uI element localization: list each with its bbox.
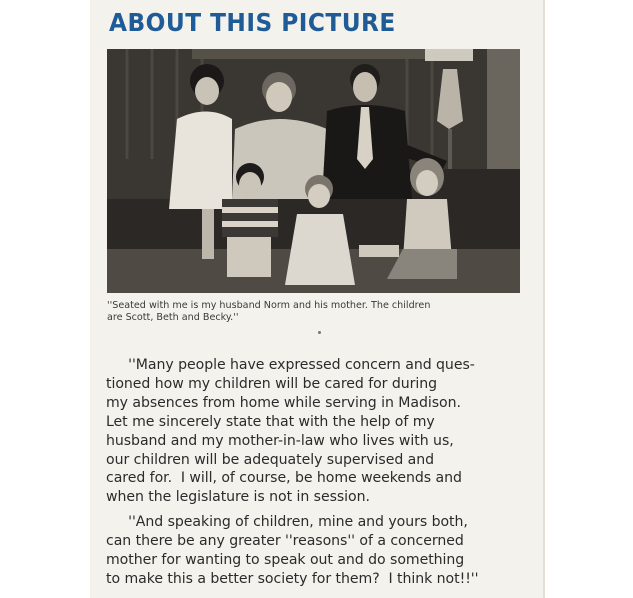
page-edge <box>543 0 545 598</box>
family-photo-illustration <box>107 49 520 293</box>
quote-paragraph-2: ''And speaking of children, mine and yours both, can there be any greater ''reasons'' of a concerned mother for wanting to speak out and do something to make this a better society for them? I think not!!'' <box>106 514 479 587</box>
photo-caption: ''Seated with me is my husband Norm and his mother. The children are Scott, Beth and Becky.'' <box>107 300 431 323</box>
family-photo <box>107 49 520 293</box>
quote-paragraph-1: ''Many people have expressed concern and ques- tioned how my children will be cared for during my absences from home while serving in Madison. Let me sincerely state that with the help of my husband and my mother-in-law who lives with us, our children will be adequately supervised and cared for. I will, of course, be home weekends and when the legislature is not in session. <box>106 357 475 506</box>
separator-dot <box>318 331 321 334</box>
section-heading: ABOUT THIS PICTURE <box>109 8 396 37</box>
